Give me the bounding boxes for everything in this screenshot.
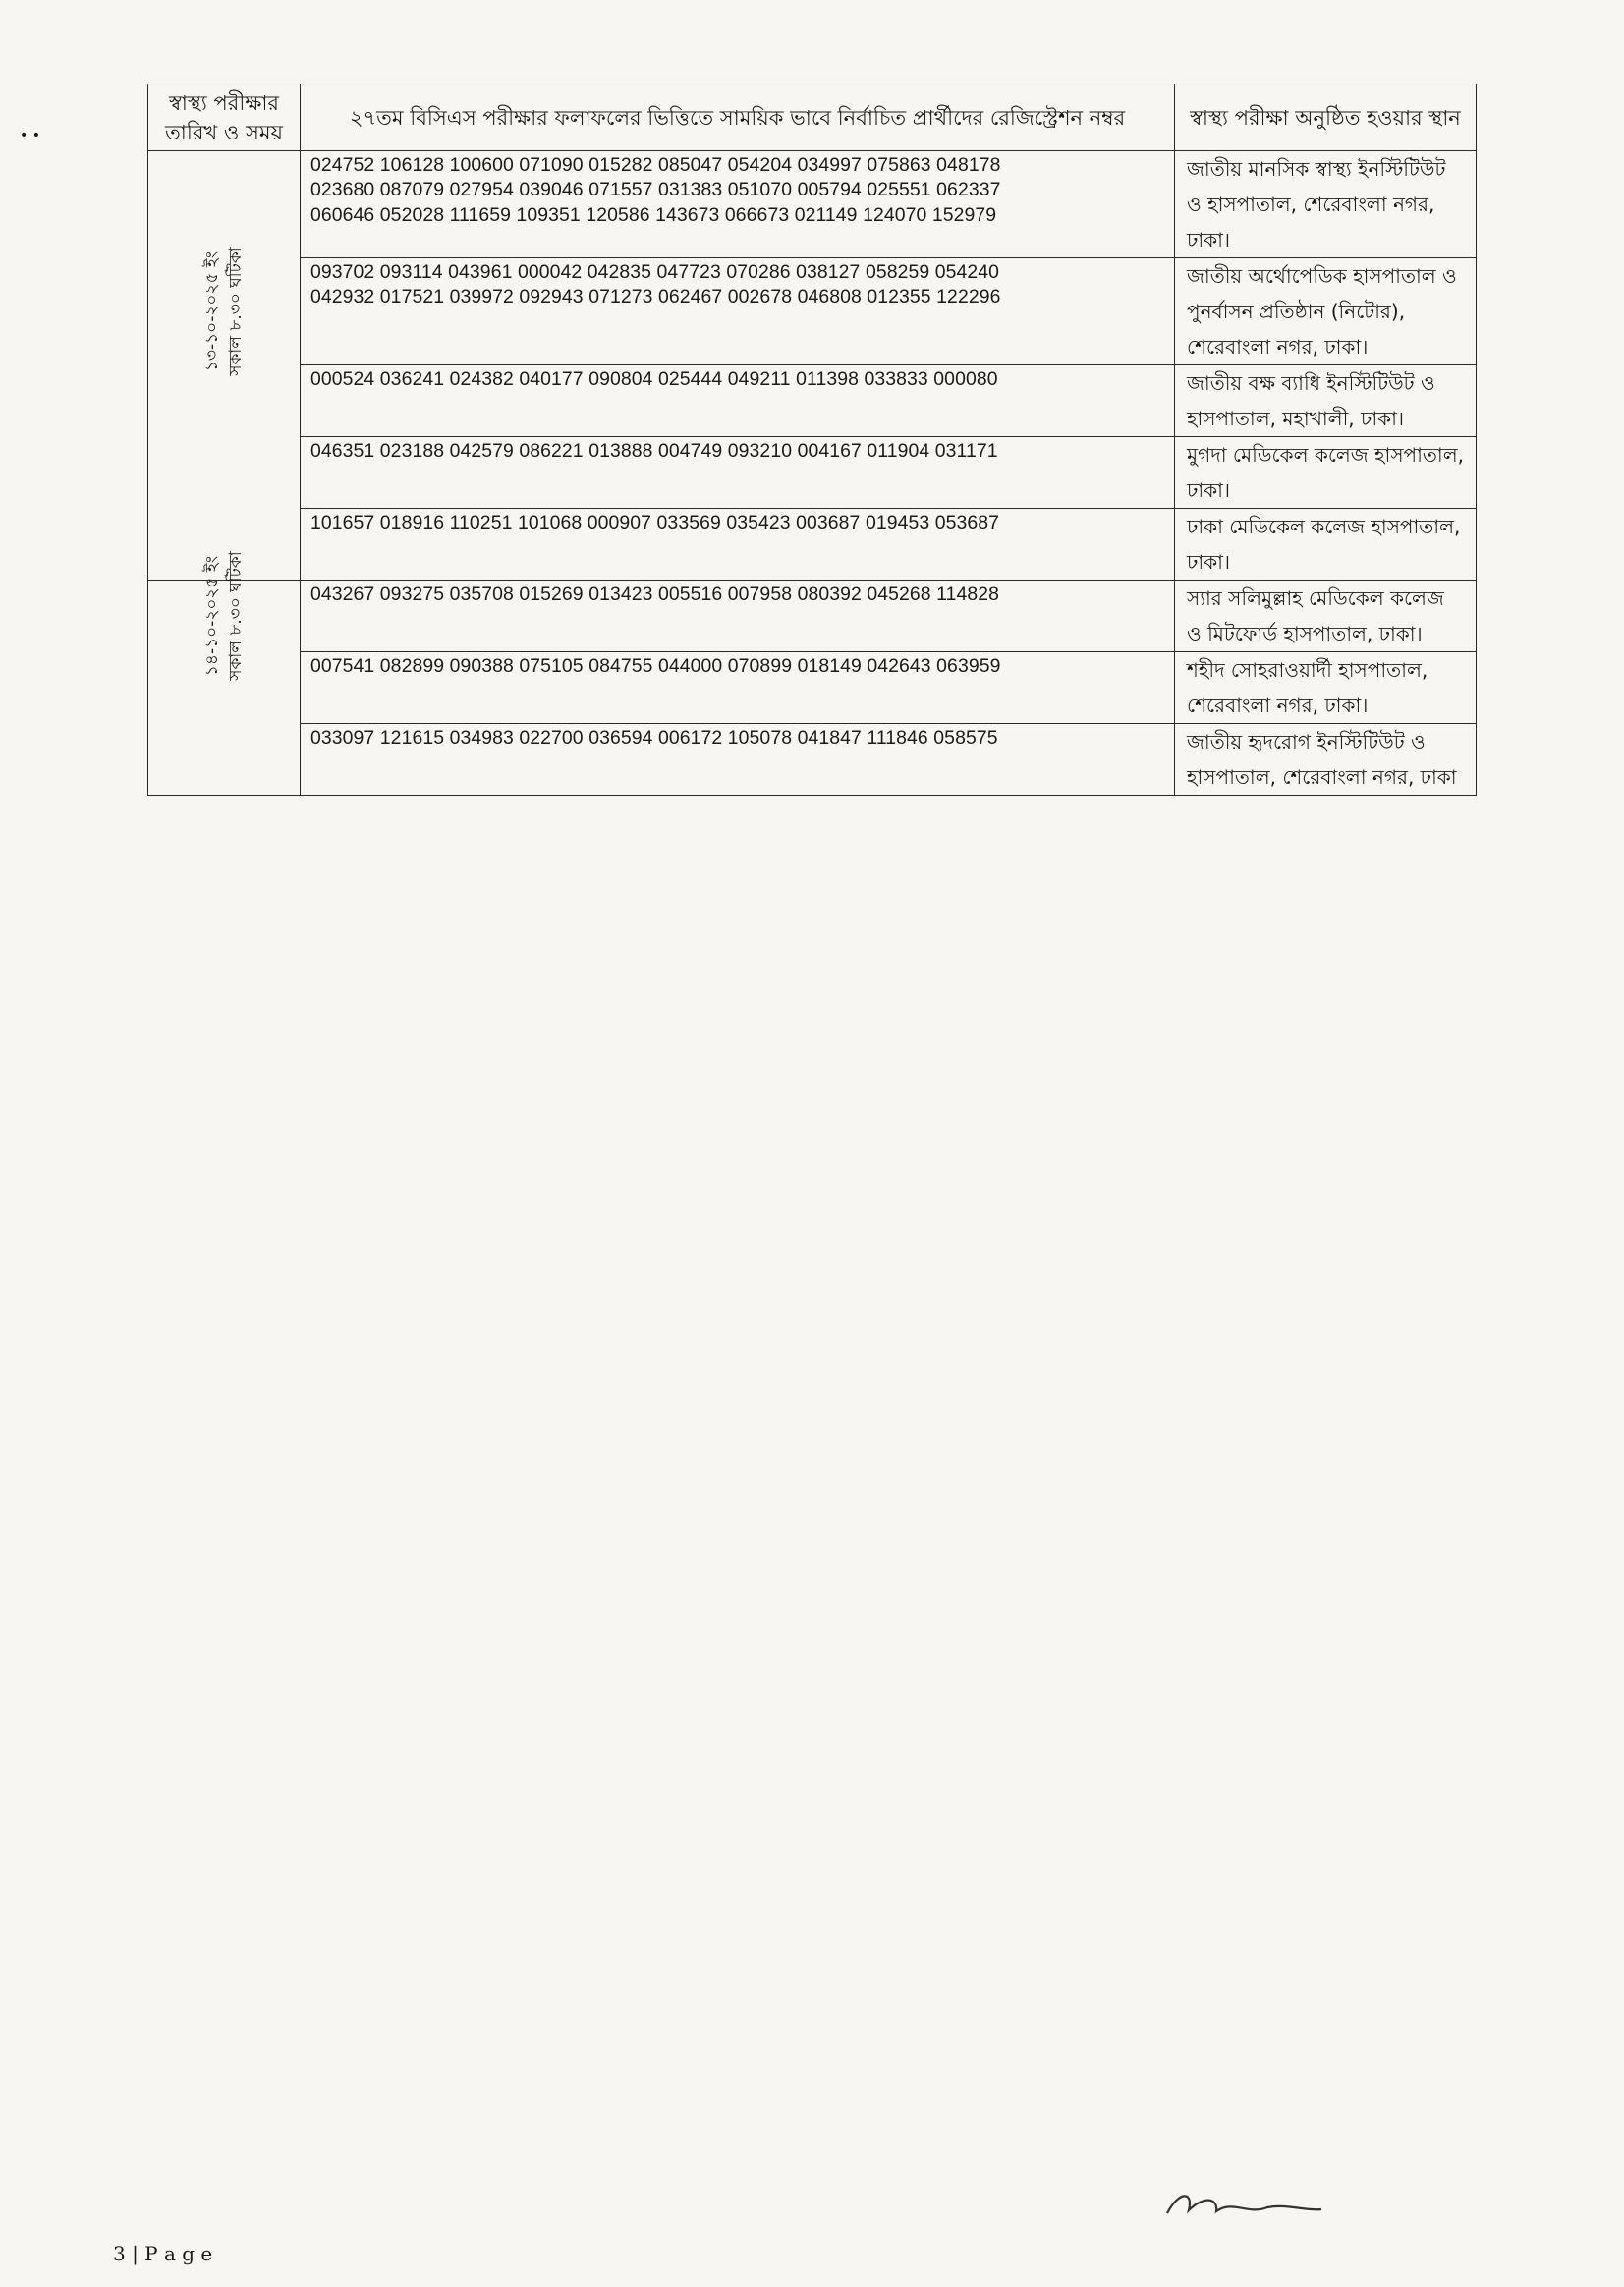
date-cell xyxy=(148,652,301,724)
registration-number: 005794 xyxy=(797,179,868,201)
registration-number-line xyxy=(310,511,1168,535)
registration-number: 042932 xyxy=(310,286,380,308)
registration-number-line xyxy=(310,367,1168,392)
venue-group-row xyxy=(148,724,1477,796)
registration-number: 027954 xyxy=(449,179,520,201)
registration-number: 106128 xyxy=(379,154,450,176)
registration-number: 070899 xyxy=(727,655,798,677)
registration-number: 000524 xyxy=(310,368,380,390)
registration-number: 035708 xyxy=(449,584,520,605)
registration-number-block xyxy=(301,151,1175,258)
registration-number: 018149 xyxy=(797,655,868,677)
registration-number: 040177 xyxy=(519,368,589,390)
registration-number: 109351 xyxy=(516,203,587,226)
registration-number: 121615 xyxy=(379,727,450,749)
registration-number: 036594 xyxy=(588,727,658,749)
registration-number: 093275 xyxy=(379,584,450,605)
date-cell xyxy=(148,151,301,258)
registration-number: 036241 xyxy=(379,368,450,390)
registration-number: 051070 xyxy=(727,179,798,201)
registration-number-line xyxy=(310,285,1168,309)
venue-name: স্যার সলিমুল্লাহ মেডিকেল কলেজ ও মিটফোর্ড হাসপাতাল, ঢাকা। xyxy=(1175,581,1477,652)
page-footer: 3 | P a g e xyxy=(113,2242,213,2265)
venue-group-row xyxy=(148,509,1477,581)
registration-number: 093210 xyxy=(727,440,798,462)
registration-number-block xyxy=(301,581,1175,652)
registration-number: 045268 xyxy=(867,584,937,605)
registration-number: 054240 xyxy=(934,261,1000,283)
exam-date: ১৪-১০-২০২৫ ইং xyxy=(202,555,222,677)
registration-number: 000042 xyxy=(517,261,588,283)
header-venue: স্বাস্থ্য পরীক্ষা অনুষ্ঠিত হওয়ার স্থান xyxy=(1175,84,1477,151)
registration-number: 042835 xyxy=(587,261,657,283)
registration-number: 041847 xyxy=(797,727,868,749)
registration-table-sheet xyxy=(147,84,1476,796)
registration-number: 013888 xyxy=(588,440,658,462)
registration-number: 002678 xyxy=(727,286,798,308)
registration-number-block xyxy=(301,652,1175,724)
registration-number: 049211 xyxy=(727,368,797,390)
registration-number: 101657 xyxy=(310,512,380,533)
registration-number: 087079 xyxy=(379,179,450,201)
registration-number: 120586 xyxy=(586,203,656,226)
exam-time: সকাল ৮.৩০ ঘটিকা xyxy=(226,247,246,376)
registration-number: 044000 xyxy=(657,655,728,677)
margin-mark: • • xyxy=(20,128,40,143)
registration-number: 075863 xyxy=(867,154,937,176)
registration-number: 090388 xyxy=(449,655,520,677)
registration-number: 033097 xyxy=(310,727,380,749)
venue-name: জাতীয় অর্থোপেডিক হাসপাতাল ও পুনর্বাসন প্রতিষ্ঠান (নিটোর), শেরেবাংলা নগর, ঢাকা। xyxy=(1175,258,1477,365)
registration-number: 043961 xyxy=(448,261,518,283)
venue-name: শহীদ সোহরাওয়ার্দী হাসপাতাল, শেরেবাংলা নগর, ঢাকা। xyxy=(1175,652,1477,724)
registration-number: 122296 xyxy=(936,286,1001,308)
registration-number: 021149 xyxy=(794,203,864,226)
date-cell xyxy=(148,437,301,509)
registration-number: 052028 xyxy=(379,203,450,226)
registration-number: 046351 xyxy=(310,440,380,462)
registration-number: 086221 xyxy=(519,440,589,462)
registration-number: 042643 xyxy=(867,655,937,677)
registration-number: 053687 xyxy=(934,512,1000,533)
registration-number: 022700 xyxy=(519,727,589,749)
registration-number: 035423 xyxy=(726,512,797,533)
registration-number: 058575 xyxy=(933,727,998,749)
registration-number: 060646 xyxy=(310,203,380,226)
table-header-row xyxy=(148,84,1477,151)
registration-number: 013423 xyxy=(588,584,658,605)
registration-number: 075105 xyxy=(519,655,589,677)
registration-number: 047723 xyxy=(656,261,727,283)
registration-number: 024382 xyxy=(449,368,520,390)
venue-group-row xyxy=(148,151,1477,258)
registration-number: 023680 xyxy=(310,179,380,201)
registration-number: 039046 xyxy=(519,179,589,201)
registration-number: 024752 xyxy=(310,154,380,176)
registration-number: 000080 xyxy=(933,368,998,390)
registration-number: 048178 xyxy=(936,154,1001,176)
registration-number: 039972 xyxy=(449,286,520,308)
registration-number-line xyxy=(310,654,1168,679)
registration-number: 043267 xyxy=(310,584,380,605)
date-cell xyxy=(148,365,301,437)
registration-number: 015269 xyxy=(519,584,589,605)
venue-name: জাতীয় হৃদরোগ ইনস্টিটিউট ও হাসপাতাল, শেরেবাংলা নগর, ঢাকা xyxy=(1175,724,1477,796)
registration-number-line xyxy=(310,203,1168,228)
registration-number: 031171 xyxy=(934,440,998,462)
venue-name: ঢাকা মেডিকেল কলেজ হাসপাতাল, ঢাকা। xyxy=(1175,509,1477,581)
registration-number: 004167 xyxy=(797,440,868,462)
registration-number: 058259 xyxy=(865,261,935,283)
registration-number: 006172 xyxy=(657,727,728,749)
header-registration-numbers: ২৭তম বিসিএস পরীক্ষার ফলাফলের ভিত্তিতে সাময়িক ভাবে নির্বাচিত প্রার্থীদের রেজিস্ট্রেশন নম্বর xyxy=(301,84,1175,151)
registration-number: 100600 xyxy=(449,154,520,176)
signature-icon xyxy=(1159,2186,1326,2225)
registration-table xyxy=(147,84,1477,796)
venue-name: মুগদা মেডিকেল কলেজ হাসপাতাল, ঢাকা। xyxy=(1175,437,1477,509)
date-cell xyxy=(148,247,301,376)
registration-number: 034997 xyxy=(797,154,868,176)
registration-number: 092943 xyxy=(519,286,589,308)
venue-name: জাতীয় বক্ষ ব্যাধি ইনস্টিটিউট ও হাসপাতাল, মহাখালী, ঢাকা। xyxy=(1175,365,1477,437)
registration-number: 033833 xyxy=(864,368,934,390)
registration-number: 062467 xyxy=(657,286,728,308)
registration-number: 011398 xyxy=(796,368,865,390)
registration-number-block xyxy=(301,437,1175,509)
registration-number: 111846 xyxy=(867,727,934,749)
registration-number: 015282 xyxy=(588,154,658,176)
registration-number: 025551 xyxy=(867,179,937,201)
venue-group-row xyxy=(148,365,1477,437)
registration-number-block xyxy=(301,724,1175,796)
table-body xyxy=(148,151,1477,796)
registration-number: 011904 xyxy=(867,440,935,462)
exam-date: ১৩-১০-২০২৫ ইং xyxy=(202,251,222,372)
registration-number: 000907 xyxy=(587,512,657,533)
registration-number: 012355 xyxy=(867,286,937,308)
header-date-time: স্বাস্থ্য পরীক্ষার তারিখ ও সময় xyxy=(148,84,301,151)
registration-number: 080392 xyxy=(797,584,868,605)
registration-number: 007541 xyxy=(310,655,380,677)
registration-number: 033569 xyxy=(656,512,727,533)
registration-number: 105078 xyxy=(727,727,798,749)
registration-number: 124070 xyxy=(863,203,932,226)
registration-number-line xyxy=(310,260,1168,285)
registration-number: 031383 xyxy=(657,179,728,201)
registration-number: 042579 xyxy=(449,440,520,462)
registration-number: 038127 xyxy=(796,261,866,283)
registration-number: 090804 xyxy=(588,368,658,390)
registration-number: 093702 xyxy=(310,261,380,283)
registration-number: 007958 xyxy=(727,584,798,605)
registration-number: 143673 xyxy=(655,203,725,226)
venue-name: জাতীয় মানসিক স্বাস্থ্য ইনস্টিটিউট ও হাসপাতাল, শেরেবাংলা নগর, ঢাকা। xyxy=(1175,151,1477,258)
registration-number: 017521 xyxy=(379,286,450,308)
venue-group-row xyxy=(148,258,1477,365)
registration-number-line xyxy=(310,583,1168,607)
registration-number: 152979 xyxy=(931,203,997,226)
exam-date-time xyxy=(200,247,248,376)
registration-number-line xyxy=(310,439,1168,464)
registration-number: 019453 xyxy=(865,512,935,533)
registration-number-line xyxy=(310,153,1168,178)
exam-time: সকাল ৮.৩০ ঘটিকা xyxy=(226,551,246,681)
registration-number: 025444 xyxy=(657,368,728,390)
registration-number-line xyxy=(310,178,1168,202)
venue-group-row xyxy=(148,581,1477,652)
registration-number: 084755 xyxy=(588,655,658,677)
registration-number: 018916 xyxy=(379,512,450,533)
registration-number-block xyxy=(301,509,1175,581)
venue-group-row xyxy=(148,652,1477,724)
registration-number: 110251 xyxy=(449,512,518,533)
registration-number: 023188 xyxy=(379,440,450,462)
registration-number: 004749 xyxy=(657,440,728,462)
date-cell xyxy=(148,724,301,796)
registration-number: 093114 xyxy=(379,261,449,283)
registration-number: 062337 xyxy=(936,179,1001,201)
registration-number: 054204 xyxy=(727,154,798,176)
registration-number-block xyxy=(301,258,1175,365)
registration-number: 066673 xyxy=(724,203,795,226)
registration-number: 071090 xyxy=(519,154,589,176)
registration-number: 114828 xyxy=(936,584,1000,605)
registration-number: 082899 xyxy=(379,655,450,677)
registration-number: 071557 xyxy=(588,179,658,201)
registration-number: 005516 xyxy=(657,584,728,605)
registration-number: 111659 xyxy=(449,203,517,226)
venue-group-row xyxy=(148,437,1477,509)
date-cell xyxy=(148,551,301,681)
registration-number: 063959 xyxy=(936,655,1001,677)
registration-number: 003687 xyxy=(796,512,866,533)
registration-number: 046808 xyxy=(797,286,868,308)
registration-number: 101068 xyxy=(517,512,588,533)
registration-number-block xyxy=(301,365,1175,437)
registration-number: 071273 xyxy=(588,286,658,308)
registration-number-line xyxy=(310,726,1168,751)
registration-number: 070286 xyxy=(726,261,797,283)
registration-number: 085047 xyxy=(657,154,728,176)
registration-number: 034983 xyxy=(449,727,520,749)
